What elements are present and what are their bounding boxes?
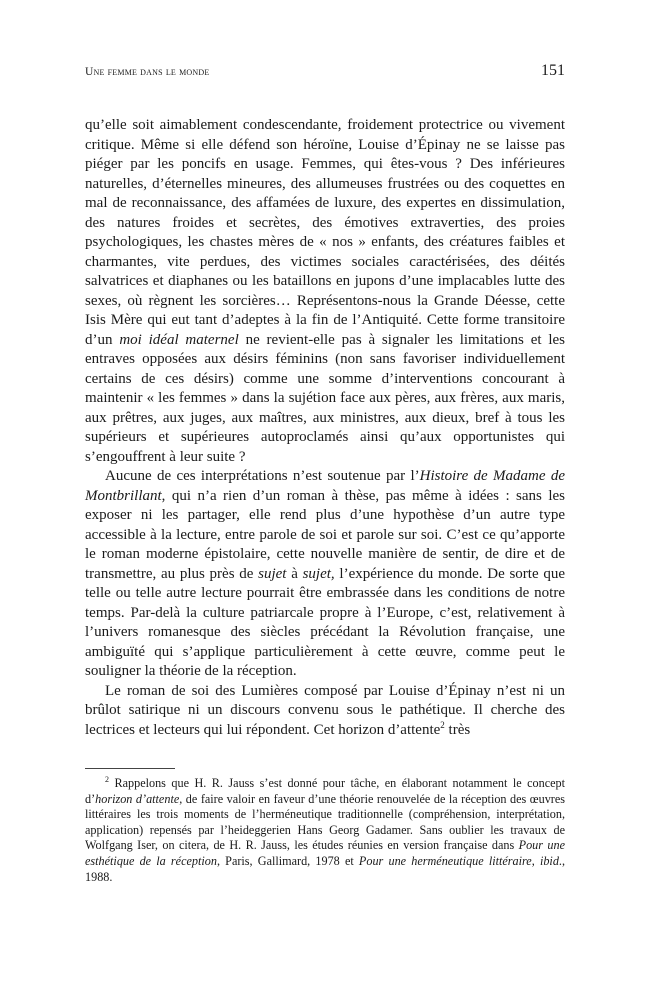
text-run: Rappelons que H. R. Jauss s’est donné pour tâche, en élaborant notamment le concept d’	[85, 776, 565, 806]
paragraph-2	[85, 467, 565, 682]
running-head	[85, 62, 565, 80]
italic-text: moi idéal maternel	[119, 331, 239, 348]
footnote-ref: 2	[440, 719, 445, 730]
text-run: , de faire valoir en faveur d’une théorie renouvelée de la réception des œuvres littéraires les trois moments de l’herméneutique traditionnelle (compréhension, interprétation, application) repensés par l’heideggerien Hans Georg Gadamer. Sans oublier les travaux de Wolfgang Iser, on citera, de H. R. Jauss, les études réunies en version française dans	[85, 791, 565, 853]
footnote	[85, 776, 565, 885]
running-title: Une femme dans le monde	[85, 66, 210, 78]
italic-text: Pour une herméneutique littéraire	[358, 853, 532, 868]
italic-text: horizon d’attente	[95, 791, 180, 806]
text-run: , qui n’a rien d’un roman à thèse, pas même à idées : sans les exposer ni les partager, elle rend plus d’une hypothèse d’un autre type accessible à la lecture, entre parole de soi et parole sur soi. C’est ce qu’apporte le roman moderne épistolaire, cette nouvelle manière de sentir, de dire et de transmettre, au plus près de	[85, 487, 565, 582]
paragraph-3	[85, 682, 565, 741]
text-run: ,	[531, 853, 540, 868]
footnote-ref: 2	[105, 774, 109, 784]
paragraph-1	[85, 116, 565, 467]
text-run: très	[444, 721, 471, 738]
text-run: qu’elle soit aimablement condescendante, froidement protectrice ou vivement critique. Même si elle défend son héroïne, Louise d’Épinay ne se laisse pas piéger par les poncifs en usage. Femmes, qui êtes-vous ? Des inférieures naturelles, d’éternelles mineures, des allumeuses frustrées ou des coquettes en mal de reconnaissance, des affamées de luxure, des expertes en dissimulation, des natures froides et secrètes, des émotives extraverties, des proies psychologiques, les chastes mères de « nos » enfants, des créatures faibles et charmantes, vite perdues, des victimes sociales caractérisées, des déités salvatrices et diaphanes ou les bataillons en jupons d’une implacables lutte des sexes, où règnent les sorcières… Représentons-nous la Grande Déesse, cette Isis Mère qui eut tant d’adeptes à la fin de l’Antiquité. Cette forme transitoire d’un	[85, 117, 565, 348]
text-run: ne revient-elle pas à signaler les limitations et les entraves opposées aux désirs féminins (non sans favoriser individuellement certains de ces désirs) comme une somme d’interventions concourant à maintenir « les femmes » dans la sujétion face aux pères, aux frères, aux maris, aux prêtres, aux juges, aux maîtres, aux ministres, aux dieux, bref à tous les supérieurs et supérieures autoproclamés ainsi qu’aux opportunistes qui s’engouffrent à leur suite ?	[85, 331, 565, 465]
footnote-rule	[85, 768, 175, 769]
footnote-2	[85, 776, 565, 885]
italic-text: ibid	[539, 853, 559, 868]
page-number: 151	[541, 62, 565, 79]
text-run: Le roman de soi des Lumières composé par Louise d’Épinay n’est ni un brûlot satirique ni un discours convenu sous le pathétique. Il cherche des lectrices et lecteurs qui lui répondent. Cet horizon d’attente	[85, 682, 565, 738]
italic-text: Pour une esthétique de la réception	[85, 838, 565, 868]
text-run: à	[286, 565, 303, 582]
italic-text: sujet	[258, 565, 287, 582]
italic-text: sujet,	[302, 565, 335, 582]
text-run: ., 1988.	[85, 853, 566, 884]
italic-text: Histoire de Madame de Montbrillant	[85, 468, 565, 504]
text-run: l’expérience du monde. De sorte que telle ou telle autre lecture pourrait être embrassée dans les conditions de notre temps. Par-delà la culture patriarcale propre à l’Europe, c’est, relativement à l’univers romanesque des siècles précédant la Révolution française, une ambiguïté qui s’applique particulièrement à cette œuvre, comme peut le souligner la théorie de la réception.	[85, 565, 566, 679]
text-run: Aucune de ces interprétations n’est soutenue par l’	[105, 468, 420, 484]
body-text	[85, 116, 565, 740]
text-run: , Paris, Gallimard, 1978 et	[216, 853, 359, 868]
